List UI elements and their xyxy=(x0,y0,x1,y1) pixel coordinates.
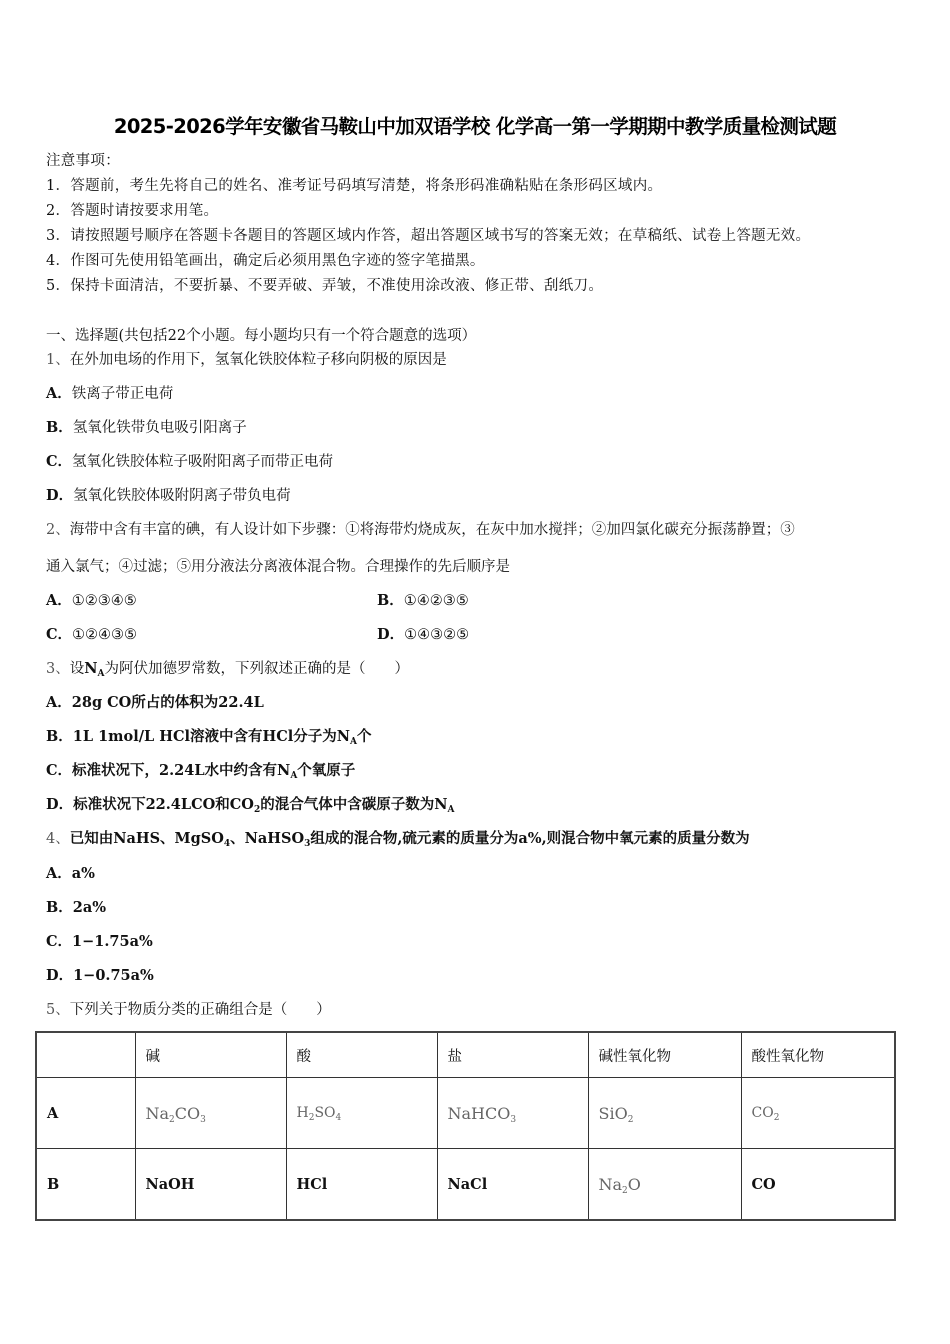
table-cell: $Na_2CO_3$ xyxy=(135,1078,286,1149)
table-header-cell: 碱 xyxy=(135,1032,286,1078)
question-number: 2、 xyxy=(46,522,70,538)
classification-table xyxy=(35,1031,896,1221)
table-cell: HCl xyxy=(286,1149,437,1221)
table-cell: NaHCO$_3$ xyxy=(437,1078,588,1149)
page-title: 2025-2026学年安徽省马鞍山中加双语学校 化学高一第一学期期中教学质量检测试题 xyxy=(113,115,837,138)
table-cell: $H_2SO_4$ xyxy=(286,1078,437,1149)
option-label: D． xyxy=(377,626,405,643)
table-cell: SiO$_2$ xyxy=(588,1078,741,1149)
option-label: B． xyxy=(46,899,73,916)
option-text: 1−1.75a% xyxy=(72,933,153,950)
option-text: ①④③②⑤ xyxy=(404,627,470,643)
table-cell: $Na_2O$ xyxy=(588,1149,741,1221)
option-label: A． xyxy=(46,694,72,711)
table-header-cell: 碱性氧化物 xyxy=(588,1032,741,1078)
question-text: 下列关于物质分类的正确组合是（ ） xyxy=(69,1002,331,1018)
option-text: 标准状况下，2.24L水中约含有N xyxy=(72,762,291,779)
question-3-option-b[interactable] xyxy=(46,727,371,747)
question-3-option-d[interactable] xyxy=(46,795,454,815)
table-cell: $CO_2$ xyxy=(741,1078,895,1149)
question-4-option-a[interactable] xyxy=(46,864,95,884)
note-item: 5．保持卡面清洁，不要折暴、不要弄破、弄皱，不准使用涂改液、修正带、刮纸刀。 xyxy=(46,278,604,294)
question-1-stem xyxy=(46,350,447,370)
question-number: 4、 xyxy=(46,831,70,847)
question-2-stem-cont: 通入氯气；④过滤；⑤用分液法分离液体混合物。合理操作的先后顺序是 xyxy=(46,559,510,575)
table-cell: NaCl xyxy=(437,1149,588,1221)
row-label: A xyxy=(36,1078,135,1149)
question-4-option-b[interactable] xyxy=(46,898,106,918)
option-label: C． xyxy=(46,453,73,470)
question-5-stem xyxy=(46,1000,331,1020)
section-heading: 一、选择题(共包括22个小题。每小题均只有一个符合题意的选项） xyxy=(46,328,477,344)
option-label: D． xyxy=(46,967,74,984)
option-text: ①④②③⑤ xyxy=(403,593,469,609)
constant-symbol: N xyxy=(84,660,98,677)
notes-heading: 注意事项： xyxy=(46,153,120,169)
question-2-stem xyxy=(46,520,795,540)
table-header-row xyxy=(36,1032,895,1078)
row-label: B xyxy=(36,1149,135,1221)
question-text: 设 xyxy=(69,661,85,677)
subscript: A xyxy=(290,771,298,781)
table-header-cell xyxy=(36,1032,135,1078)
note-item: 4．作图可先使用铅笔画出，确定后必须用黑色字迹的签字笔描黑。 xyxy=(46,253,485,269)
question-2-option-d[interactable] xyxy=(377,625,469,645)
option-text: ①②④③⑤ xyxy=(72,627,138,643)
question-number: 5、 xyxy=(46,1002,70,1018)
subscript: A xyxy=(447,805,455,815)
question-text: 、NaHSO xyxy=(230,830,305,847)
note-item: 2．答题时请按要求用笔。 xyxy=(46,203,219,219)
option-label: A． xyxy=(46,865,72,882)
table-row xyxy=(36,1149,895,1221)
option-label: B． xyxy=(46,419,73,436)
question-text: 组成的混合物,硫元素的质量分为a%,则混合物中氧元素的质量分数为 xyxy=(310,830,750,847)
question-3-option-a[interactable] xyxy=(46,693,264,713)
option-text: 氢氧化铁带负电吸引阳离子 xyxy=(72,420,247,436)
note-item: 3．请按照题号顺序在答题卡各题目的答题区域内作答，超出答题区域书写的答案无效；在草稿纸、试卷上答题无效。 xyxy=(46,228,811,244)
question-3-option-c[interactable] xyxy=(46,761,355,781)
question-2-option-c[interactable] xyxy=(46,625,137,645)
option-label: C． xyxy=(46,762,73,779)
question-4-stem xyxy=(46,829,750,849)
subscript: 3 xyxy=(304,839,311,849)
option-text: 的混合气体中含碳原子数为N xyxy=(260,796,448,813)
question-number: 1、 xyxy=(46,352,70,368)
question-2-option-b[interactable] xyxy=(377,591,469,611)
option-label: A． xyxy=(46,592,72,609)
option-label: B． xyxy=(46,728,73,745)
subscript: 4 xyxy=(223,839,231,849)
option-label: D． xyxy=(46,487,74,504)
subscript: 2 xyxy=(253,805,261,815)
table-header-cell: 酸 xyxy=(286,1032,437,1078)
question-4-option-c[interactable] xyxy=(46,932,153,952)
option-text: 个 xyxy=(356,728,372,745)
option-text: 个氧原子 xyxy=(297,762,356,779)
option-text: 标准状况下22.4LCO和CO xyxy=(73,796,254,813)
note-item: 1．答题前，考生先将自己的姓名、准考证号码填写清楚，将条形码准确粘贴在条形码区域内。 xyxy=(46,178,663,194)
option-text: 28g CO所占的体积为22.4L xyxy=(71,694,264,711)
question-text: 为阿伏加德罗常数，下列叙述正确的是（ ） xyxy=(104,661,409,677)
option-text: 1L 1mol/L HCl溶液中含有HCl分子为N xyxy=(72,728,350,745)
question-4-option-d[interactable] xyxy=(46,966,154,986)
option-text: 铁离子带正电荷 xyxy=(71,386,174,402)
subscript: A xyxy=(350,737,357,747)
table-cell: CO xyxy=(741,1149,895,1221)
option-label: A． xyxy=(46,385,72,402)
option-label: D． xyxy=(46,796,74,813)
question-1-option-a[interactable] xyxy=(46,384,173,404)
question-number: 3、 xyxy=(46,661,70,677)
option-label: C． xyxy=(46,626,73,643)
option-text: 氢氧化铁胶体吸附阴离子带负电荷 xyxy=(73,488,291,504)
table-cell: NaOH xyxy=(135,1149,286,1221)
question-1-option-b[interactable] xyxy=(46,418,247,438)
question-1-option-c[interactable] xyxy=(46,452,333,472)
option-label: C． xyxy=(46,933,73,950)
question-3-stem xyxy=(46,659,409,679)
question-text: 已知由NaHS、MgSO xyxy=(69,830,224,847)
question-text: 海带中含有丰富的碘，有人设计如下步骤：①将海带灼烧成灰，在灰中加水搅拌；②加四氯化碳充分振荡静置；③ xyxy=(69,522,795,538)
option-text: 1−0.75a% xyxy=(73,967,154,984)
question-2-option-a[interactable] xyxy=(46,591,137,611)
table-row xyxy=(36,1078,895,1149)
table-header-cell: 酸性氧化物 xyxy=(741,1032,895,1078)
table-header-cell: 盐 xyxy=(437,1032,588,1078)
option-label: B． xyxy=(377,592,404,609)
option-text: ①②③④⑤ xyxy=(71,593,137,609)
option-text: a% xyxy=(71,865,95,882)
option-text: 氢氧化铁胶体粒子吸附阳离子而带正电荷 xyxy=(72,454,334,470)
constant-subscript: A xyxy=(97,669,105,679)
question-1-option-d[interactable] xyxy=(46,486,291,506)
option-text: 2a% xyxy=(72,899,107,916)
question-text: 在外加电场的作用下，氢氧化铁胶体粒子移向阴极的原因是 xyxy=(69,352,447,368)
